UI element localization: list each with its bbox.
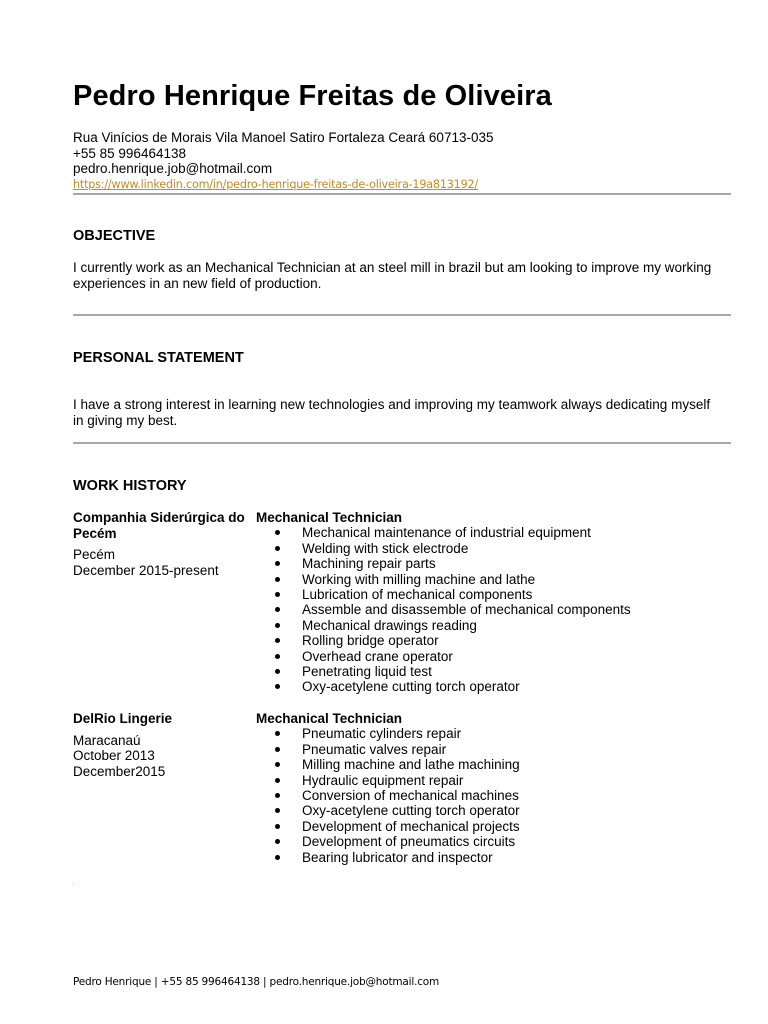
duty-item: Overhead crane operator bbox=[256, 649, 726, 664]
address: Rua Vinícios de Morais Vila Manoel Satiro Fortaleza Ceará 60713-035 bbox=[73, 130, 494, 145]
duty-item: Pneumatic cylinders repair bbox=[256, 726, 726, 741]
bullet-icon bbox=[275, 577, 280, 582]
linkedin-link[interactable]: https://www.linkedin.com/in/pedro-henrique-freitas-de-oliveira-19a813192/ bbox=[73, 177, 479, 191]
job-period-end: December2015 bbox=[73, 763, 166, 779]
page-footer: Pedro Henrique | +55 85 996464138 | pedro.henrique.job@hotmail.com bbox=[73, 976, 440, 988]
contact-block bbox=[73, 130, 493, 192]
duty-item: Machining repair parts bbox=[256, 556, 726, 571]
job-period-start: October 2013 bbox=[73, 748, 155, 763]
duties-list bbox=[256, 726, 726, 865]
job-period: December 2015-present bbox=[73, 562, 219, 578]
job-employer-block bbox=[73, 711, 248, 779]
duty-item: Mechanical drawings reading bbox=[256, 618, 726, 633]
divider bbox=[73, 314, 731, 316]
bullet-icon bbox=[275, 607, 280, 612]
job-title: Mechanical Technician bbox=[256, 510, 403, 525]
bullet-icon bbox=[275, 623, 280, 628]
bullet-icon bbox=[275, 731, 280, 736]
duty-item: Mechanical maintenance of industrial equipment bbox=[256, 525, 726, 540]
candidate-name: Pedro Henrique Freitas de Oliveira bbox=[73, 80, 552, 112]
bullet-icon bbox=[275, 592, 280, 597]
divider bbox=[73, 193, 731, 195]
objective-heading: OBJECTIVE bbox=[73, 228, 156, 244]
email: pedro.henrique.job@hotmail.com bbox=[73, 161, 273, 176]
duty-item: Milling machine and lathe machining bbox=[256, 757, 726, 772]
job-location: Maracanaú bbox=[73, 732, 141, 748]
bullet-icon bbox=[275, 530, 280, 535]
job-title: Mechanical Technician bbox=[256, 711, 403, 726]
bullet-icon bbox=[275, 684, 280, 689]
bullet-icon bbox=[275, 855, 280, 860]
bullet-icon bbox=[275, 561, 280, 566]
duty-item: Development of pneumatics circuits bbox=[256, 834, 726, 849]
bullet-icon bbox=[275, 669, 280, 674]
duty-item: Working with milling machine and lathe bbox=[256, 572, 726, 587]
stray-mark bbox=[73, 883, 74, 884]
bullet-icon bbox=[275, 762, 280, 767]
work-history-heading: WORK HISTORY bbox=[73, 478, 187, 494]
bullet-icon bbox=[275, 654, 280, 659]
duty-item: Penetrating liquid test bbox=[256, 664, 726, 679]
bullet-icon bbox=[275, 793, 280, 798]
company-name: DelRio Lingerie bbox=[73, 711, 173, 726]
bullet-icon bbox=[275, 839, 280, 844]
duty-item: Development of mechanical projects bbox=[256, 819, 726, 834]
bullet-icon bbox=[275, 546, 280, 551]
duty-item: Lubrication of mechanical components bbox=[256, 587, 726, 602]
job-employer-block bbox=[73, 510, 248, 578]
duty-item: Bearing lubricator and inspector bbox=[256, 850, 726, 865]
duty-item: Conversion of mechanical machines bbox=[256, 788, 726, 803]
duty-item: Oxy-acetylene cutting torch operator bbox=[256, 803, 726, 818]
duty-item: Hydraulic equipment repair bbox=[256, 773, 726, 788]
duty-item: Oxy-acetylene cutting torch operator bbox=[256, 679, 726, 694]
personal-statement-heading: PERSONAL STATEMENT bbox=[73, 350, 244, 366]
bullet-icon bbox=[275, 824, 280, 829]
job-role-block bbox=[256, 711, 726, 865]
bullet-icon bbox=[275, 747, 280, 752]
bullet-icon bbox=[275, 808, 280, 813]
bullet-icon bbox=[275, 778, 280, 783]
phone: +55 85 996464138 bbox=[73, 145, 186, 161]
duties-list bbox=[256, 525, 726, 694]
bullet-icon bbox=[275, 638, 280, 643]
personal-statement-text: I have a strong interest in learning new technologies and improving my teamwork always dedicating myself in giving my best. bbox=[73, 397, 711, 428]
duty-item: Rolling bridge operator bbox=[256, 633, 726, 648]
duty-item: Assemble and disassemble of mechanical components bbox=[256, 602, 726, 617]
company-name: Companhia Siderúrgica do Pecém bbox=[73, 510, 245, 541]
divider bbox=[73, 442, 731, 444]
job-location: Pecém bbox=[73, 547, 116, 562]
duty-item: Pneumatic valves repair bbox=[256, 742, 726, 757]
duty-item: Welding with stick electrode bbox=[256, 541, 726, 556]
job-role-block bbox=[256, 510, 726, 695]
objective-text: I currently work as an Mechanical Technician at an steel mill in brazil but am looking to improve my working experiences in an new field of production. bbox=[73, 260, 712, 291]
